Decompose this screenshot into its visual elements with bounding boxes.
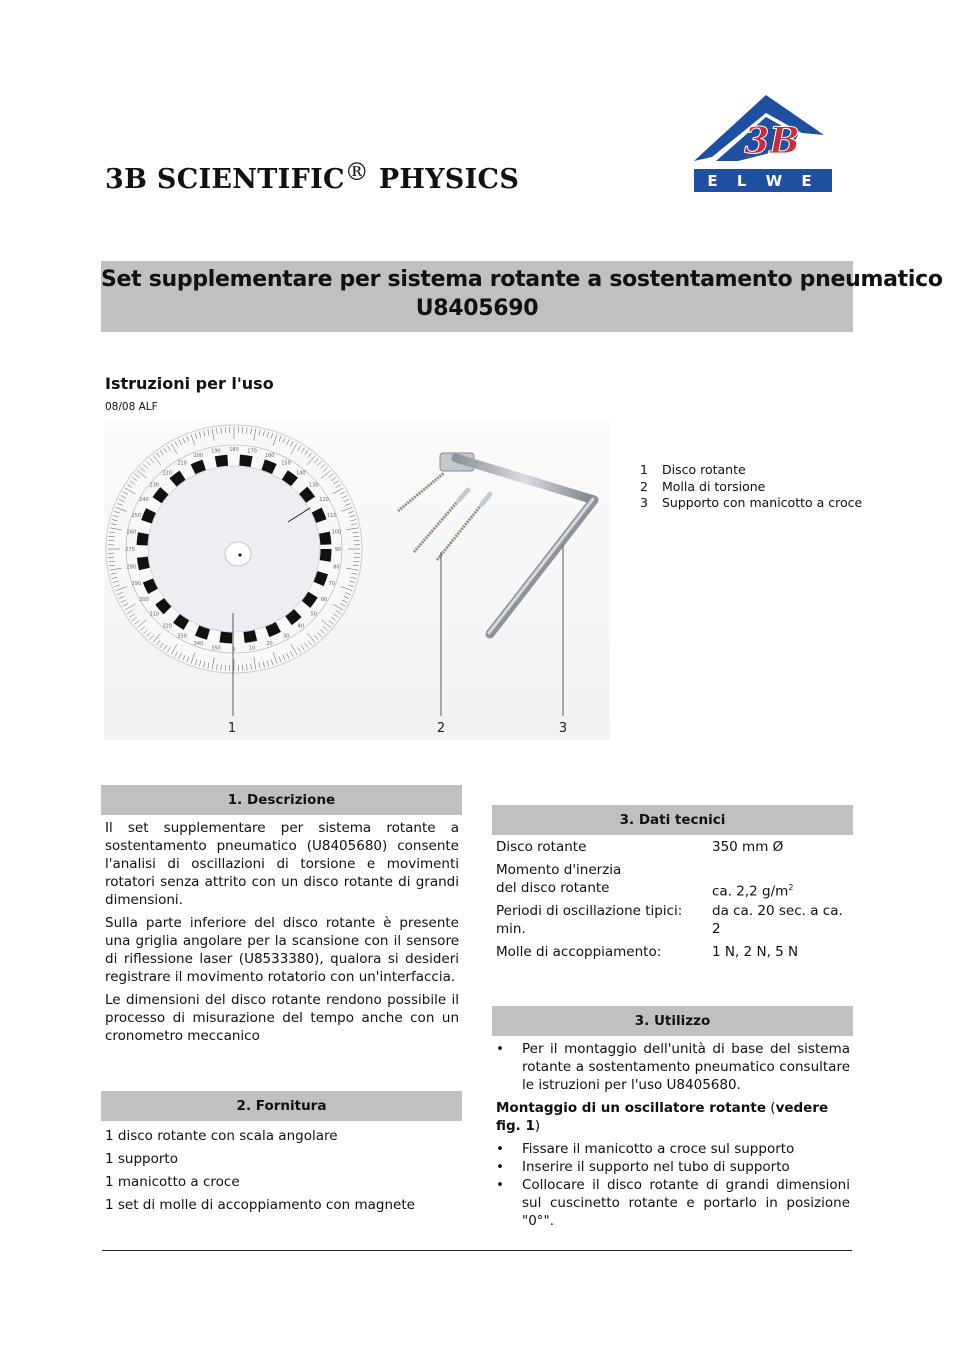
- scale-label: 250: [131, 512, 142, 519]
- scale-label: 80: [333, 564, 340, 571]
- tech-key-line: del disco rotante: [496, 880, 610, 896]
- usage-bullet: • Collocare il disco rotante di grandi dimensioni sul cuscinetto rotante e portarlo in posizione "0°".: [496, 1176, 850, 1230]
- usage-subheading-bold: Montaggio di un oscillatore rotante: [496, 1100, 766, 1116]
- scale-label: 70: [328, 581, 335, 588]
- tech-row: [496, 902, 853, 940]
- scale-label: 110: [326, 512, 337, 519]
- scale-label: 120: [319, 497, 329, 503]
- tech-value: 1 N, 2 N, 5 N: [712, 944, 799, 960]
- tech-value-exponent: 2: [788, 883, 794, 892]
- brand-physics: PHYSICS: [378, 164, 520, 195]
- scale-label: 200: [193, 453, 204, 460]
- scale-label: 280: [126, 564, 137, 571]
- callout-1: 1: [227, 721, 237, 736]
- tech-row: [496, 838, 853, 858]
- description-paragraph: Il set supplementare per sistema rotante a sostentamento pneumatico (U8405680) consente l'analisi di oscillazioni di torsione e movimenti rotatori senza attrito con un disco rotante di grandi dimensioni.: [105, 820, 459, 908]
- description-paragraph: Sulla parte inferiore del disco rotante è presente una griglia angolare per la scansione con il sensore di riflessione laser (U8533380), qualora si desideri registrare il movimento rotatorio con un'interfaccia.: [105, 915, 459, 985]
- supply-list: [105, 1125, 415, 1217]
- scale-label: 340: [193, 640, 204, 647]
- legend-num: 2: [640, 478, 648, 494]
- callout-3: 3: [558, 721, 568, 736]
- tech-key: [496, 861, 706, 897]
- scale-label: 240: [139, 497, 149, 503]
- scale-label: 210: [177, 460, 187, 467]
- description-paragraph: Le dimensioni del disco rotante rendono possibile il processo di misurazione del tempo anche con un cronometro meccanico: [105, 992, 459, 1044]
- legend-item: [640, 479, 862, 496]
- scale-label: 190: [211, 448, 221, 455]
- scale-label: 350: [211, 645, 221, 652]
- scale-label: 300: [139, 597, 149, 603]
- scale-label: 160: [264, 453, 275, 460]
- tech-value: [712, 879, 853, 901]
- usage-subheading-paren: (: [766, 1100, 776, 1116]
- section-heading-descrizione: 1. Descrizione: [101, 785, 462, 815]
- document-title: Set supplementare per sistema rotante a sostentamento pneumatico: [101, 267, 943, 292]
- tech-value-text: ca. 2,2 g/m: [712, 883, 789, 900]
- scale-label: 260: [126, 529, 137, 536]
- usage-list: [496, 1040, 850, 1094]
- registered-mark: ®: [344, 158, 370, 186]
- legend-label: Disco rotante: [662, 462, 746, 477]
- footer-rule: [102, 1250, 852, 1251]
- legend-item: [640, 462, 862, 479]
- callout-2: 2: [436, 721, 446, 736]
- usage-bullet: • Per il montaggio dell'unità di base del sistema rotante a sostentamento pneumatico consultare le istruzioni per l'uso U8405680.: [496, 1040, 850, 1094]
- section-heading-fornitura: 2. Fornitura: [101, 1091, 462, 1121]
- usage-list: [496, 1140, 850, 1230]
- scale-label: 90: [334, 547, 342, 553]
- scale-label: 290: [131, 581, 142, 588]
- product-code: U8405690: [415, 296, 539, 321]
- tech-value: 350 mm Ø: [712, 839, 784, 855]
- scale-label: 130: [308, 482, 319, 489]
- rotating-disc: [106, 425, 362, 673]
- usage-bullet: • Inserire il supporto nel tubo di supporto: [496, 1158, 850, 1176]
- scale-label: 100: [331, 529, 342, 536]
- brand-name: 3B SCIENTIFIC: [105, 164, 345, 195]
- product-figure: [104, 420, 610, 740]
- supply-item: 1 manicotto a croce: [105, 1174, 240, 1190]
- scale-label: 330: [177, 633, 187, 640]
- supply-item: 1 supporto: [105, 1151, 178, 1167]
- 3b-elwe-logo: [694, 95, 832, 192]
- legend-num: 3: [640, 495, 648, 510]
- supply-item: 1 disco rotante con scala angolare: [105, 1128, 338, 1144]
- legend-label: Supporto con manicotto a croce: [662, 495, 863, 510]
- scale-label: 230: [149, 482, 160, 489]
- logo-elwe-text: E L W E: [707, 172, 819, 190]
- tech-key: Disco rotante: [496, 839, 587, 855]
- usage-bullet: • Fissare il manicotto a croce sul supporto: [496, 1140, 850, 1158]
- legend-label: Molla di torsione: [662, 478, 766, 494]
- scale-label: 10: [248, 645, 256, 652]
- usage-subheading: [496, 1099, 850, 1135]
- disc-hub: [225, 542, 251, 566]
- scale-label: 150: [281, 460, 291, 467]
- tech-row: [496, 861, 853, 899]
- scale-label: 60: [320, 597, 328, 603]
- date-code: 08/08 ALF: [105, 401, 158, 413]
- tech-row: [496, 943, 853, 963]
- scale-label: 40: [297, 623, 305, 630]
- section-heading-dati-tecnici: 3. Dati tecnici: [492, 805, 853, 835]
- logo-mark: 3B: [744, 120, 800, 162]
- scale-label: 170: [247, 448, 257, 455]
- supply-item: 1 set di molle di accoppiamento con magnete: [105, 1197, 415, 1213]
- tech-key: Molle di accoppiamento:: [496, 944, 662, 960]
- usage-text: [496, 1040, 850, 1230]
- scale-label: 50: [310, 611, 317, 618]
- tech-key-line: Momento d'inerzia: [496, 862, 622, 878]
- section-heading-utilizzo: 3. Utilizzo: [492, 1006, 853, 1036]
- scale-label: 180: [229, 447, 239, 453]
- scale-label: 30: [282, 633, 290, 640]
- description-text: [105, 819, 459, 1050]
- tech-key-text: Periodi di oscillazione tipici: min.: [496, 903, 683, 937]
- scale-label: 140: [296, 470, 306, 477]
- title-bar: [101, 261, 943, 332]
- figure-legend: [640, 462, 862, 512]
- instructions-heading: Istruzioni per l'uso: [105, 374, 274, 393]
- scale-label: 270: [125, 547, 135, 553]
- usage-subheading-ref: vedere fig. 1: [496, 1100, 829, 1134]
- scale-label: 320: [162, 623, 172, 630]
- usage-subheading-paren: ): [534, 1118, 541, 1134]
- scale-label: 310: [149, 611, 160, 618]
- scale-label: 20: [266, 640, 273, 647]
- legend-item: [640, 495, 862, 512]
- brand-title: [105, 158, 519, 195]
- tech-value: da ca. 20 sec. a ca. 2: [712, 903, 843, 937]
- scale-label: 0: [232, 647, 236, 653]
- scale-label: 220: [162, 470, 172, 477]
- legend-num: 1: [640, 462, 648, 477]
